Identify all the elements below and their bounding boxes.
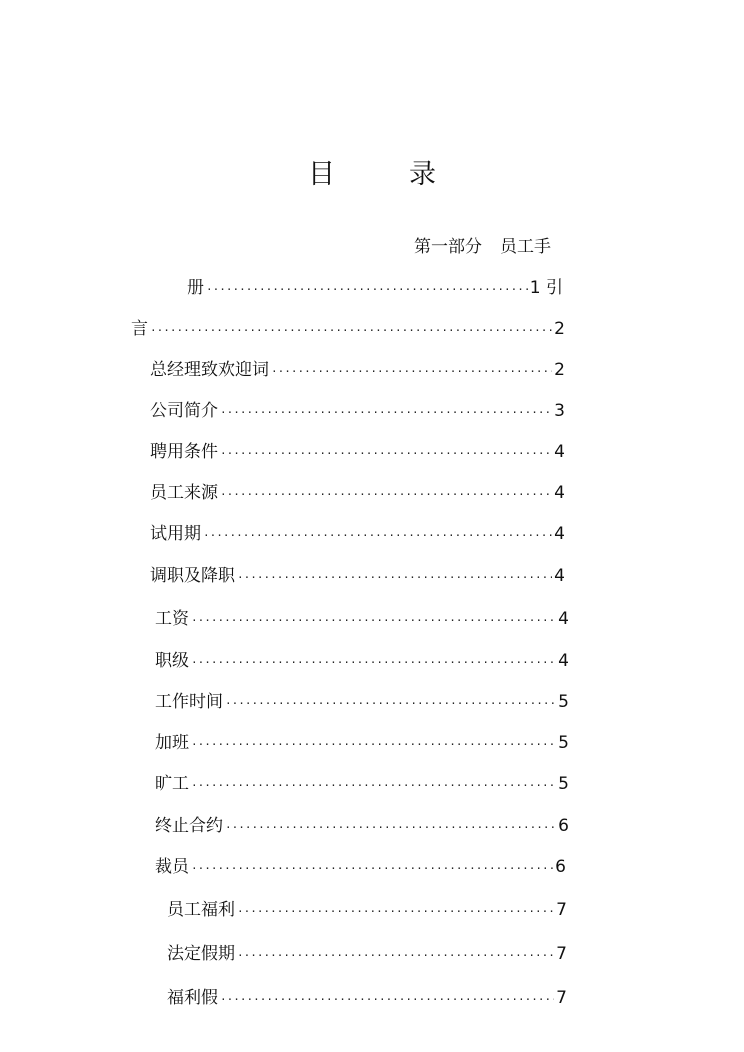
- toc-entry-label: 聘用条件: [150, 442, 218, 462]
- leader-dots: [191, 610, 556, 632]
- toc-entry-page: 4: [554, 483, 565, 503]
- toc-entry[interactable]: [155, 691, 569, 715]
- toc-entry[interactable]: [155, 732, 569, 756]
- toc-entry[interactable]: [155, 773, 569, 797]
- toc-entry-page: 4: [554, 442, 565, 462]
- toc-entry-label: 员工福利: [167, 900, 235, 920]
- toc-entry-label: 言: [131, 319, 148, 339]
- toc-entry-label: 公司简介: [150, 401, 218, 421]
- leader-dots: [237, 945, 554, 967]
- toc-title: [0, 152, 744, 191]
- toc-entry[interactable]: [155, 608, 569, 632]
- leader-dots: [220, 443, 552, 465]
- toc-entry-page: 7: [556, 900, 567, 920]
- toc-entry-page: 4: [554, 566, 565, 586]
- leader-dots: [220, 484, 552, 506]
- toc-entry-label: 旷工: [155, 774, 189, 794]
- toc-entry-label: 法定假期: [167, 944, 235, 964]
- toc-entry-label: 加班: [155, 733, 189, 753]
- leader-dots: [271, 361, 552, 383]
- toc-entry-label: 调职及降职: [150, 566, 235, 586]
- toc-entry-page: 4: [554, 524, 565, 544]
- leader-dots: [225, 693, 556, 715]
- toc-entry-page: 5: [558, 692, 569, 712]
- toc-entry[interactable]: [167, 943, 567, 967]
- part-name: 员工手: [500, 237, 551, 257]
- toc-entry[interactable]: [155, 856, 566, 880]
- toc-entry-page: 3: [554, 401, 565, 421]
- toc-entry-page: 5: [558, 774, 569, 794]
- toc-entry-label: 终止合约: [155, 816, 223, 836]
- leader-dots: [220, 402, 552, 424]
- leader-dots: [237, 901, 554, 923]
- leader-dots: [206, 279, 528, 301]
- toc-entry-label: 福利假: [167, 988, 218, 1008]
- toc-entry-label: 员工来源: [150, 483, 218, 503]
- toc-entry-page: 6: [558, 816, 569, 836]
- toc-entry-label: 总经理致欢迎词: [150, 360, 269, 380]
- leader-dots: [191, 858, 553, 880]
- toc-entry-label: 试用期: [150, 524, 201, 544]
- toc-title-right: 录: [409, 159, 436, 190]
- leader-dots: [191, 652, 556, 674]
- toc-entry-page: 7: [556, 988, 567, 1008]
- toc-entry-page: 6: [555, 857, 566, 877]
- toc-entry-page: 2: [554, 360, 565, 380]
- part-heading: [414, 236, 551, 258]
- toc-entry-label: 职级: [155, 651, 189, 671]
- toc-entry[interactable]: [167, 899, 567, 923]
- toc-entry[interactable]: [187, 277, 563, 301]
- toc-entry-label: 工资: [155, 609, 189, 629]
- leader-dots: [220, 989, 554, 1011]
- toc-entry-label: 裁员: [155, 857, 189, 877]
- toc-entry-page: 4: [558, 609, 569, 629]
- toc-entry-page: 2: [554, 319, 565, 339]
- toc-entry-label: 工作时间: [155, 692, 223, 712]
- leader-dots: [191, 734, 556, 756]
- leader-dots: [150, 320, 552, 342]
- toc-entry[interactable]: [150, 565, 565, 589]
- toc-entry[interactable]: [155, 815, 569, 839]
- toc-entry[interactable]: [155, 650, 569, 674]
- leader-dots: [191, 775, 556, 797]
- toc-title-left: 目: [308, 159, 335, 190]
- part-prefix: 第一部分: [414, 237, 482, 257]
- leader-dots: [203, 525, 552, 547]
- toc-entry[interactable]: [131, 318, 565, 342]
- toc-entry-page: 1 引: [529, 278, 563, 298]
- toc-entry[interactable]: [167, 987, 567, 1011]
- toc-entry-page: 5: [558, 733, 569, 753]
- toc-entry[interactable]: [150, 400, 565, 424]
- leader-dots: [225, 817, 556, 839]
- toc-entry-page: 7: [556, 944, 567, 964]
- toc-entry[interactable]: [150, 359, 565, 383]
- toc-entry-page: 4: [558, 651, 569, 671]
- toc-entry[interactable]: [150, 482, 565, 506]
- toc-entry-label: 册: [187, 278, 204, 298]
- toc-entry[interactable]: [150, 523, 565, 547]
- toc-entry[interactable]: [150, 441, 565, 465]
- leader-dots: [237, 567, 552, 589]
